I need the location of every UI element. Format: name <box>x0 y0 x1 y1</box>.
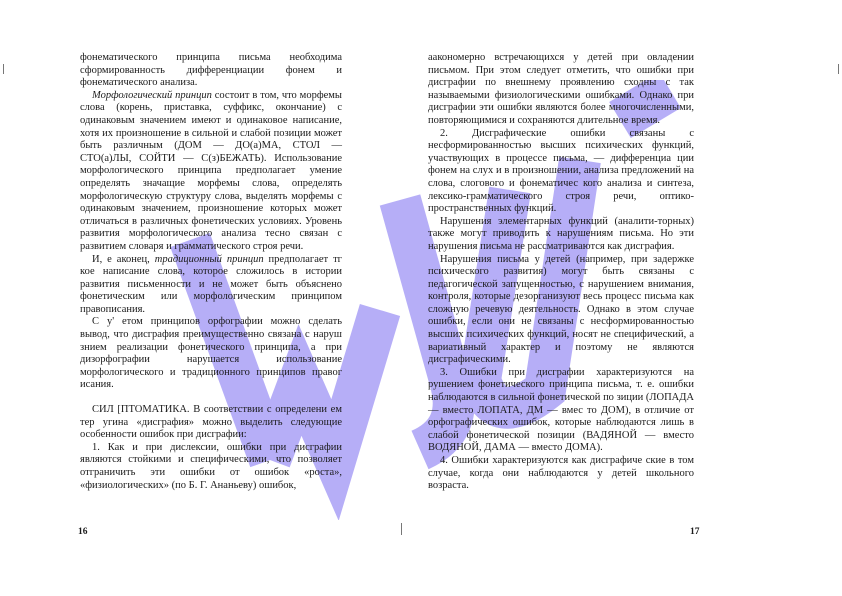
right-paragraph-5: 3. Ошибки при дисграфии характеризуются на рушением фонетического принципа письма, т. е. ошибки наблюдаются в сильной фонетической по зиции (ЛОПАДА — вместо ЛОПАТА, ДМ — вмес то ДОМ), в отличие от орфографических ошибок, которые наблюдаются лишь в слабой фонетической позиции (ВАДЯНОЙ — вместо ВОДЯНОЙ, ДАМА — вместо ДОМА). <box>428 366 694 454</box>
left-page-text <box>80 52 342 492</box>
right-paragraph-3: Нарушения элементарных функций (аналити-торных) также могут приводить к нарушениям письма. Но эти нарушения письма не рассматриваются как дисграфия. <box>428 215 694 252</box>
term-traditional: традиционный принцип <box>154 253 264 265</box>
left-paragraph-5: СИЛ [ПТОМАТИКА. В соответствии с определени ем тер угина «дисграфия» можно выделить следующие особенности ошибок при дисграфии: <box>80 404 342 441</box>
page-number-right: 17 <box>690 527 700 537</box>
margin-mark-right <box>838 64 839 74</box>
left-paragraph-6: 1. Как и при дислексии, ошибки при дисграфии являются стойкими и специфическими, что позволяет отграничить эти ошибки от ошибок «роста», «физиологических» (по Б. Г. Ананьеву) ошибок, <box>80 441 342 491</box>
right-paragraph-4: Нарушения письма у детей (например, при задержке психического развития) могут быть связаны с педагогической запущенностью, с нарушением внимания, контроля, которые дезорганизуют весь процесс письма как сложную речевую деятельность. Однако в этом случае ошибки, если они не связаны с несформированностью высших психических функций, носят не специфический, а вариативный характер и поэтому не являются дисграфическими. <box>428 253 694 366</box>
right-paragraph-6: 4. Ошибки характеризуются как дисграфиче ские в том случае, когда они наблюдаются у детей школьного возраста. <box>428 455 694 492</box>
left-paragraph-4: С у' етом принципов орфографии можно сделать вывод, что дисграфия преимущественно связана с наруш знием реализации фонетического принципа, а при дизорфографии нарушается использование морфологического и традиционного принципов правог исания. <box>80 316 342 391</box>
term-morphological: Морфологический принцип <box>92 89 212 101</box>
gutter-mark <box>401 523 402 535</box>
right-page-text <box>428 52 694 493</box>
margin-mark-left <box>3 64 4 74</box>
page-number-left: 16 <box>78 527 88 537</box>
right-paragraph-1: аакономерно встречающихся у детей при овладении письмом. При этом следует отметить, что ошибки при дисграфии по внешнему проявлению сходны с так называемыми физиологическими ошибками. Однако при дисграфии эти ошибки являются более многочисленными, повторяющимися и сохраняются длительное время. <box>428 52 694 126</box>
left-paragraph-2: Морфологический принцип состоит в том, что морфемы слова (корень, приставка, суффикс, окончание) с одинаковым значением имеют и одинаковое написание, хотя их произношение в сильной и слабой позиции может быть различным (ДОМ — ДО(а)МА, СТОЛ — СТО(а)ЛЫ, СОЙТИ — С(з)БЕЖАТЬ). Использование морфологического принципа предполагает умение определять значащие морфемы слова, определять морфологическую структуру слова, выделять морфемы с одинаковым значением, произношение которых может отличаться в различных фонетических условиях. Уровень развития морфологического анализа тесно связан с развитием словаря и грамматического строя речи. <box>80 89 342 252</box>
left-paragraph-1: фонематического принципа письма необходима сформированность дифференциации фонем и фонематического анализа. <box>80 52 342 89</box>
left-paragraph-3: И, е аконец, традиционный принцип предполагает тг кое написание слова, которое сложилось в истории развития письменности и не может быть объяснено фонетическим или морфологическим принципом правописания. <box>80 253 342 315</box>
right-paragraph-2: 2. Дисграфические ошибки связаны с несформированностью высших психических функций, участвующих в процессе письма, — дифференциа ции фонем на слух и в произношении, анализа предложений на слова, слогового и фонематичес кого анализа и синтеза, лексико-грамматического строя речи, оптико-пространственных функций. <box>428 127 694 215</box>
